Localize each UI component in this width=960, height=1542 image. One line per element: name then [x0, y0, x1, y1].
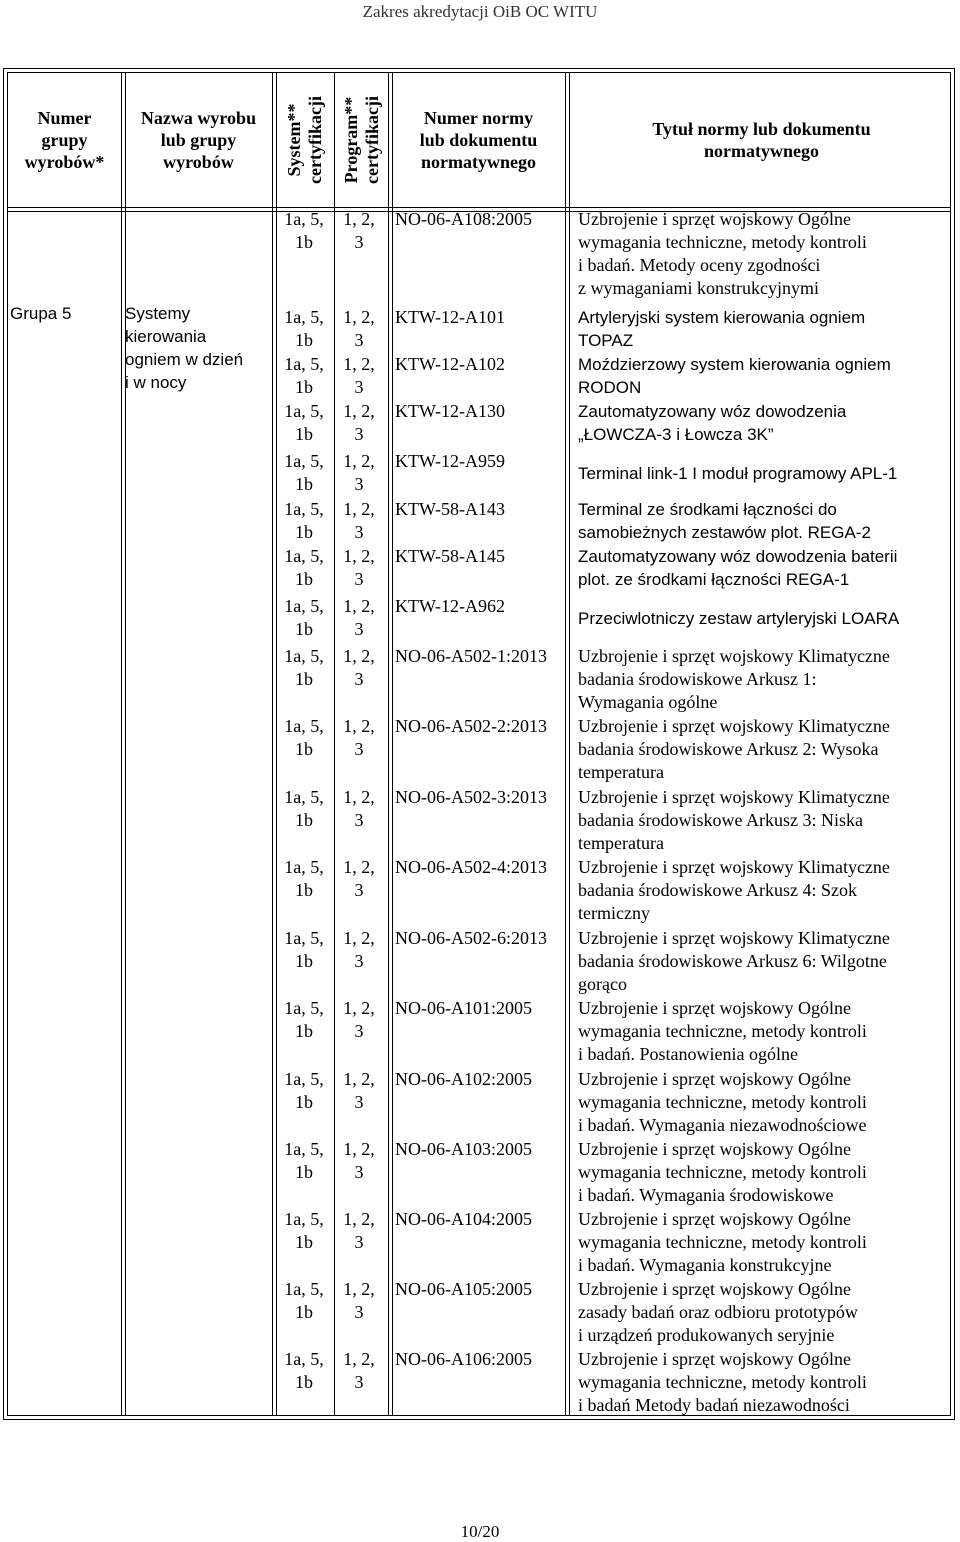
system-cell: 1a, 5, 1b: [284, 499, 324, 542]
system-cell: 1a, 5, 1b: [284, 716, 324, 759]
system-cell: 1a, 5, 1b: [284, 209, 324, 252]
system-cell: 1a, 5, 1b: [284, 1349, 324, 1392]
standard-title-cell: Uzbrojenie i sprzęt wojskowy Ogólne wymagania techniczne, metody kontroli i badań Metody badań niezawodności: [578, 1349, 867, 1415]
standard-number-cell: KTW-12-A130: [395, 401, 505, 421]
standard-title-cell: Uzbrojenie i sprzęt wojskowy Ogólne zasady badań oraz odbioru prototypów i urządzeń produkowanych seryjnie: [578, 1279, 858, 1345]
standard-title-cell: Uzbrojenie i sprzęt wojskowy Ogólne wymagania techniczne, metody kontroli i badań. Wymagania niezawodnościowe: [578, 1069, 867, 1135]
column-divider: [388, 73, 393, 1415]
standard-title-cell: Przeciwlotniczy zestaw artyleryjski LOARA: [578, 609, 900, 628]
standard-number-cell: NO-06-A502-3:2013: [395, 787, 547, 807]
standard-number-cell: NO-06-A108:2005: [395, 209, 532, 229]
standard-title-cell: Uzbrojenie i sprzęt wojskowy Ogólne wymagania techniczne, metody kontroli i badań. Metody oceny zgodności z wymaganiami konstrukcyjnymi: [578, 209, 867, 298]
header-group-number: Numer grupy wyrobów*: [24, 108, 105, 172]
program-cell: 1, 2, 3: [343, 354, 375, 397]
standard-number-cell: NO-06-A106:2005: [395, 1349, 532, 1369]
standard-title-cell: Terminal link-1 I moduł programowy APL-1: [578, 464, 898, 483]
standard-title-cell: Uzbrojenie i sprzęt wojskowy Ogólne wymagania techniczne, metody kontroli i badań. Postanowienia ogólne: [578, 998, 867, 1064]
column-divider: [121, 73, 126, 1415]
standard-number-cell: NO-06-A502-4:2013: [395, 857, 547, 877]
standard-number-cell: KTW-12-A962: [395, 596, 505, 616]
system-cell: 1a, 5, 1b: [284, 787, 324, 830]
program-cell: 1, 2, 3: [343, 716, 375, 759]
page-number: 10/20: [460, 1522, 500, 1541]
program-cell: 1, 2, 3: [343, 1209, 375, 1252]
standard-number-cell: NO-06-A502-6:2013: [395, 928, 547, 948]
standard-title-cell: Zautomatyzowany wóz dowodzenia „ŁOWCZA-3 i Łowcza 3K”: [578, 402, 847, 444]
program-cell: 1, 2, 3: [343, 646, 375, 689]
column-divider: [334, 73, 335, 1415]
program-cell: 1, 2, 3: [343, 1069, 375, 1112]
program-cell: 1, 2, 3: [343, 546, 375, 589]
system-cell: 1a, 5, 1b: [284, 1209, 324, 1252]
standard-number-cell: NO-06-A502-1:2013: [395, 646, 547, 666]
header-system: System** certyfikacji: [284, 96, 326, 184]
header-standard-number: Numer normy lub dokumentu normatywnego: [419, 108, 538, 172]
column-divider: [565, 73, 570, 1415]
system-cell: 1a, 5, 1b: [284, 401, 324, 444]
program-cell: 1, 2, 3: [343, 928, 375, 971]
standard-number-cell: KTW-12-A959: [395, 451, 505, 471]
standard-title-cell: Uzbrojenie i sprzęt wojskowy Ogólne wymagania techniczne, metody kontroli i badań. Wymagania środowiskowe: [578, 1139, 867, 1205]
standard-number-cell: NO-06-A104:2005: [395, 1209, 532, 1229]
program-cell: 1, 2, 3: [343, 401, 375, 444]
standard-number-cell: NO-06-A105:2005: [395, 1279, 532, 1299]
standard-number-cell: KTW-12-A101: [395, 307, 505, 327]
standard-number-cell: KTW-58-A145: [395, 546, 505, 566]
standard-number-cell: NO-06-A101:2005: [395, 998, 532, 1018]
system-cell: 1a, 5, 1b: [284, 857, 324, 900]
standard-number-cell: KTW-58-A143: [395, 499, 505, 519]
program-cell: 1, 2, 3: [343, 596, 375, 639]
group-number: Grupa 5: [10, 304, 72, 323]
group-name: Systemy kierowania ogniem w dzień i w nocy: [125, 304, 244, 392]
program-cell: 1, 2, 3: [343, 451, 375, 494]
standard-title-cell: Zautomatyzowany wóz dowodzenia baterii plot. ze środkami łączności REGA-1: [578, 547, 898, 589]
program-cell: 1, 2, 3: [343, 1279, 375, 1322]
system-cell: 1a, 5, 1b: [284, 307, 324, 350]
standard-title-cell: Moździerzowy system kierowania ogniem RODON: [578, 355, 891, 397]
standard-title-cell: Uzbrojenie i sprzęt wojskowy Ogólne wymagania techniczne, metody kontroli i badań. Wymagania konstrukcyjne: [578, 1209, 867, 1275]
standard-title-cell: Uzbrojenie i sprzęt wojskowy Klimatyczne badania środowiskowe Arkusz 4: Szok termiczny: [578, 857, 890, 923]
system-cell: 1a, 5, 1b: [284, 646, 324, 689]
standard-title-cell: Uzbrojenie i sprzęt wojskowy Klimatyczne badania środowiskowe Arkusz 3: Niska temperatura: [578, 787, 890, 853]
page-header: Zakres akredytacji OiB OC WITU: [362, 2, 598, 21]
program-cell: 1, 2, 3: [343, 998, 375, 1041]
standard-title-cell: Terminal ze środkami łączności do samobieżnych zestawów plot. REGA-2: [578, 500, 871, 542]
system-cell: 1a, 5, 1b: [284, 451, 324, 494]
system-cell: 1a, 5, 1b: [284, 596, 324, 639]
standard-number-cell: KTW-12-A102: [395, 354, 505, 374]
program-cell: 1, 2, 3: [343, 1349, 375, 1392]
standard-title-cell: Uzbrojenie i sprzęt wojskowy Klimatyczne badania środowiskowe Arkusz 6: Wilgotne gorąco: [578, 928, 890, 994]
standard-number-cell: NO-06-A102:2005: [395, 1069, 532, 1089]
standard-number-cell: NO-06-A502-2:2013: [395, 716, 547, 736]
program-cell: 1, 2, 3: [343, 857, 375, 900]
system-cell: 1a, 5, 1b: [284, 1139, 324, 1182]
standard-number-cell: NO-06-A103:2005: [395, 1139, 532, 1159]
system-cell: 1a, 5, 1b: [284, 1279, 324, 1322]
standard-title-cell: Artyleryjski system kierowania ogniem TOPAZ: [578, 308, 866, 350]
program-cell: 1, 2, 3: [343, 209, 375, 252]
header-product-name: Nazwa wyrobu lub grupy wyrobów: [140, 108, 257, 172]
standard-title-cell: Uzbrojenie i sprzęt wojskowy Klimatyczne badania środowiskowe Arkusz 2: Wysoka temperatura: [578, 716, 890, 782]
system-cell: 1a, 5, 1b: [284, 546, 324, 589]
program-cell: 1, 2, 3: [343, 499, 375, 542]
standard-title-cell: Uzbrojenie i sprzęt wojskowy Klimatyczne badania środowiskowe Arkusz 1: Wymagania ogólne: [578, 646, 890, 712]
program-cell: 1, 2, 3: [343, 307, 375, 350]
program-cell: 1, 2, 3: [343, 1139, 375, 1182]
system-cell: 1a, 5, 1b: [284, 1069, 324, 1112]
header-program: Program** certyfikacji: [340, 96, 382, 184]
system-cell: 1a, 5, 1b: [284, 354, 324, 397]
system-cell: 1a, 5, 1b: [284, 928, 324, 971]
program-cell: 1, 2, 3: [343, 787, 375, 830]
header-standard-title: Tytuł normy lub dokumentu normatywnego: [652, 119, 871, 161]
system-cell: 1a, 5, 1b: [284, 998, 324, 1041]
